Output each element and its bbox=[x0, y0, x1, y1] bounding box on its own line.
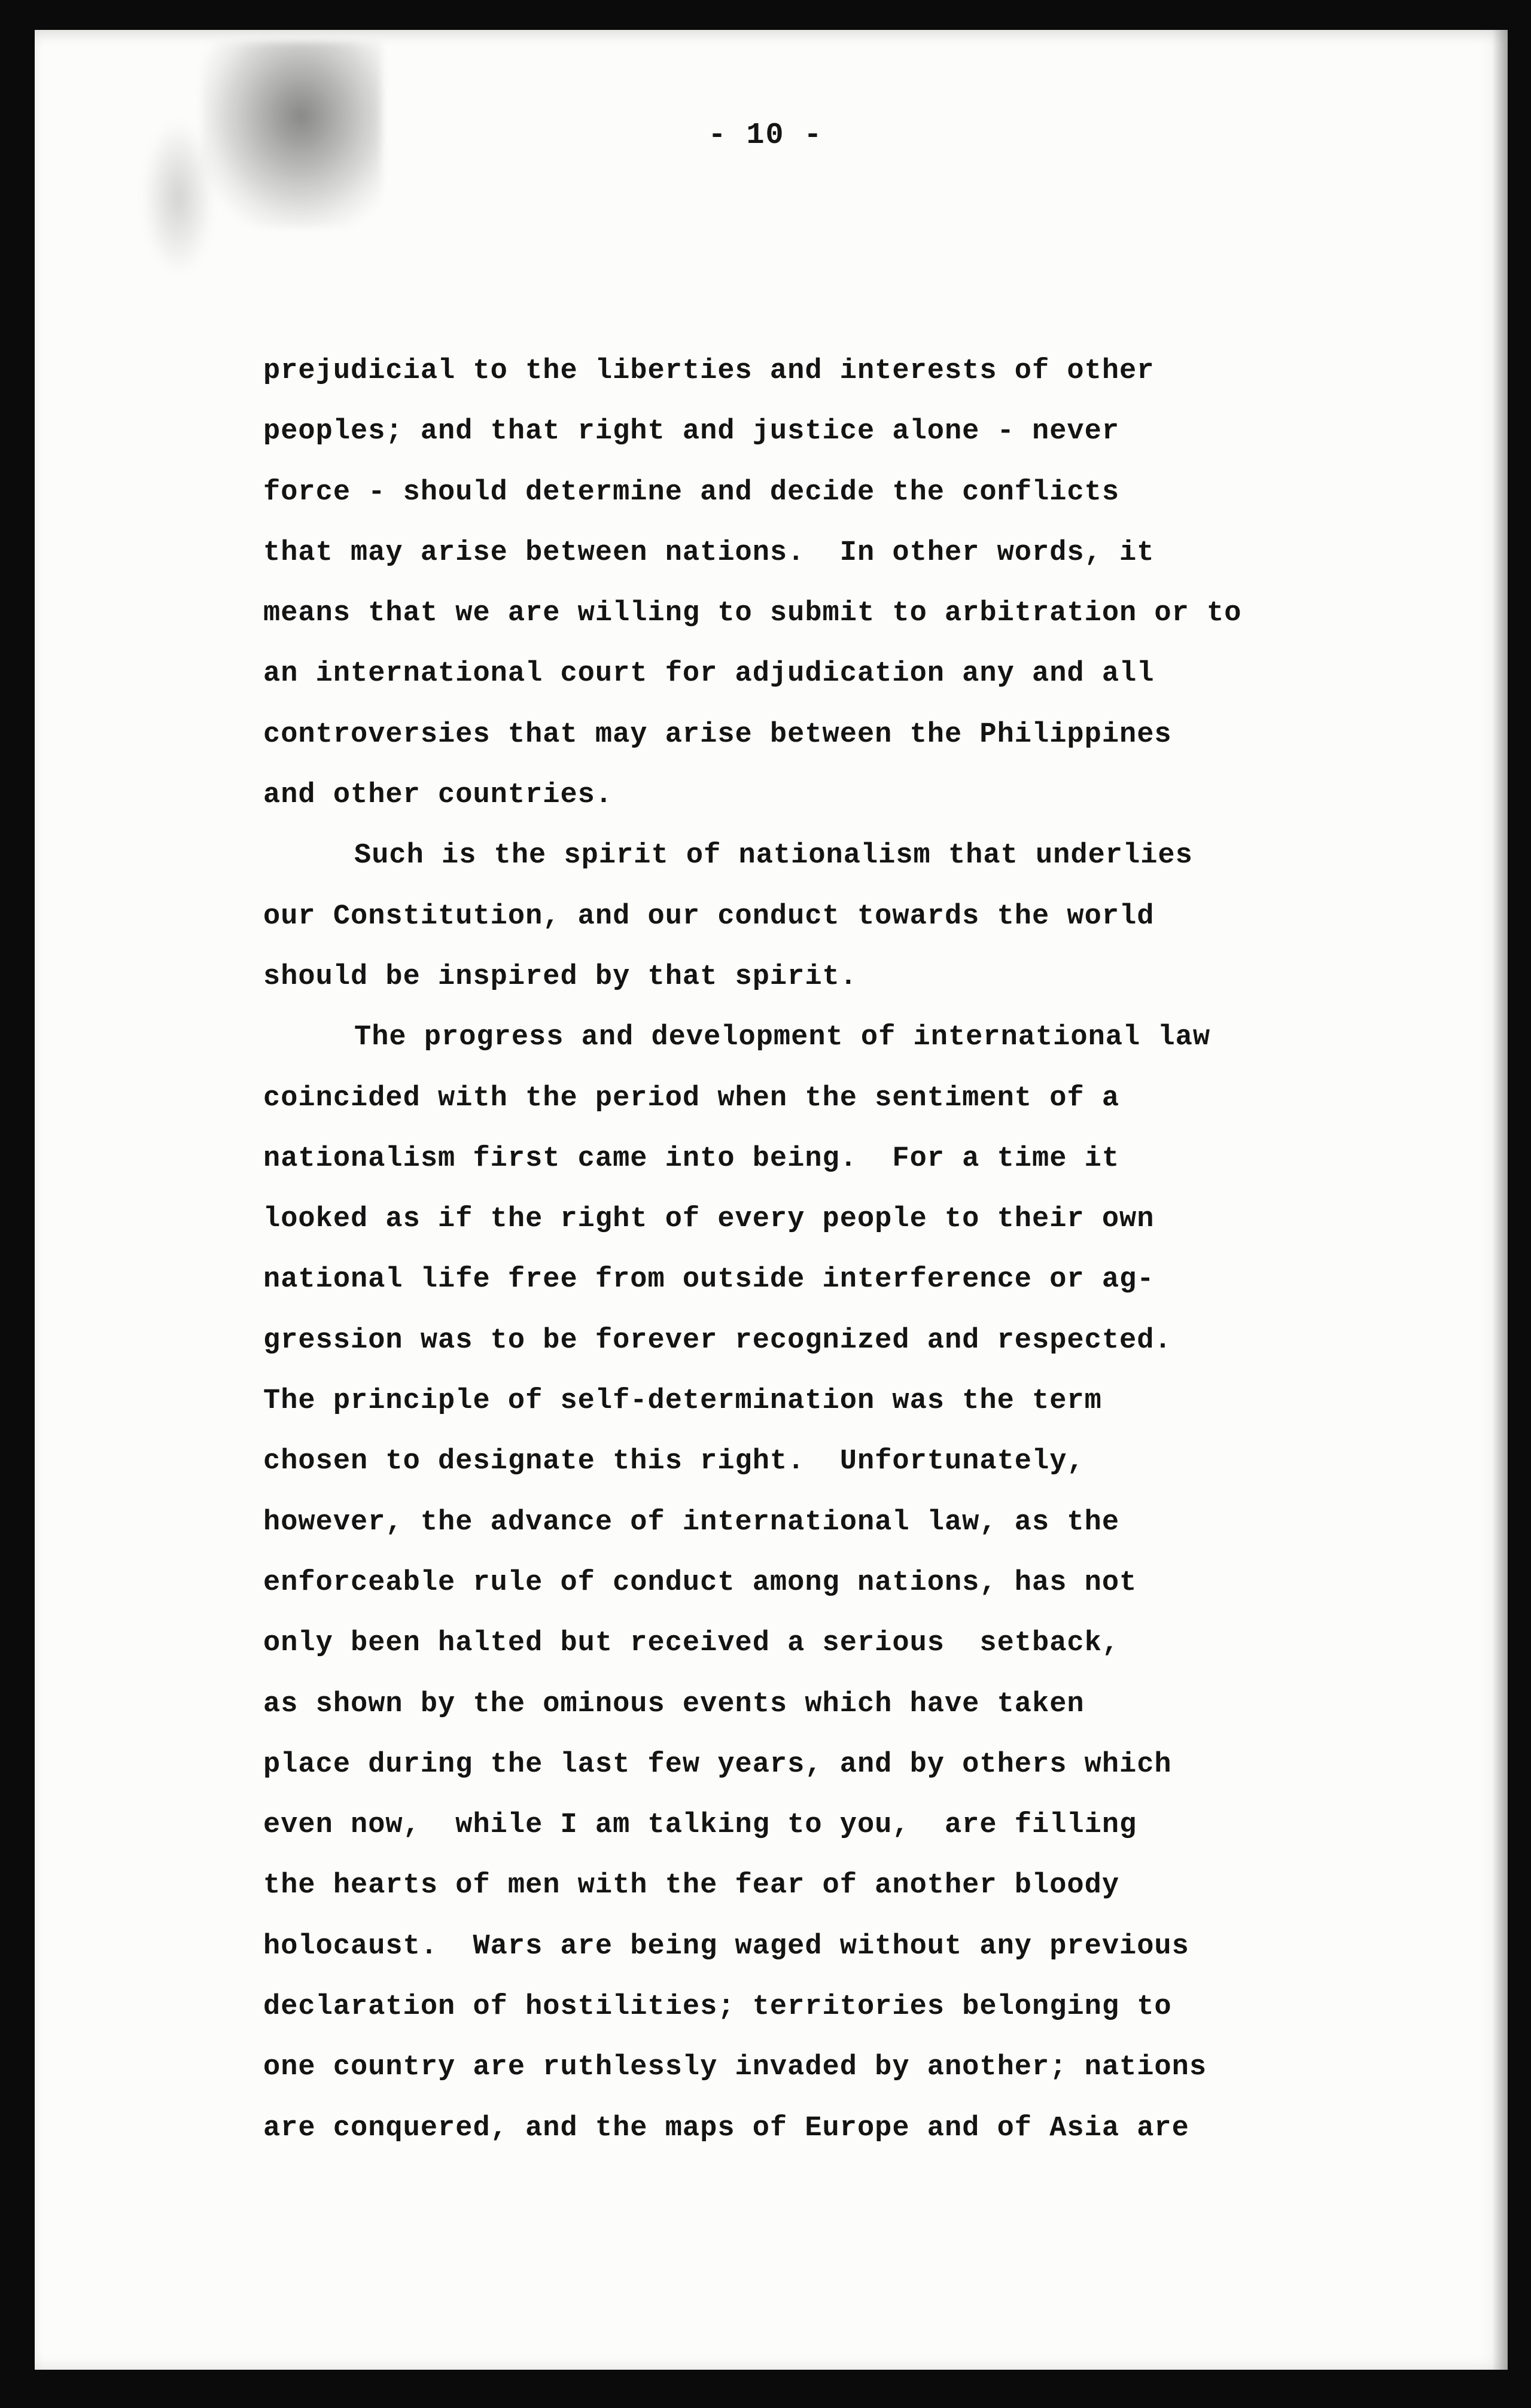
text-line: national life free from outside interference or ag- bbox=[263, 1264, 1155, 1296]
text-line: gression was to be forever recognized and respected. bbox=[263, 1324, 1172, 1357]
text-line: place during the last few years, and by others which bbox=[263, 1748, 1172, 1781]
body-text bbox=[263, 341, 1328, 2159]
text-line: coincided with the period when the sentiment of a bbox=[263, 1082, 1120, 1114]
page-edge-shadow bbox=[1492, 30, 1508, 2370]
text-line: peoples; and that right and justice alone - never bbox=[263, 416, 1120, 448]
text-line: that may arise between nations. In other words, it bbox=[263, 537, 1155, 569]
text-line: and other countries. bbox=[263, 779, 613, 812]
text-line: force - should determine and decide the conflicts bbox=[263, 476, 1120, 508]
text-line: The progress and development of international law bbox=[354, 1022, 1211, 1054]
text-line: chosen to designate this right. Unfortunately, bbox=[263, 1446, 1085, 1478]
text-line: however, the advance of international law, as the bbox=[263, 1506, 1120, 1538]
text-line: one country are ruthlessly invaded by another; nations bbox=[263, 2052, 1207, 2084]
text-line: controversies that may arise between the Philippines bbox=[263, 718, 1172, 751]
text-line: only been halted but received a serious setback, bbox=[263, 1627, 1120, 1660]
text-line: enforceable rule of conduct among nations, has not bbox=[263, 1566, 1137, 1599]
text-line: means that we are willing to submit to arbitration or to bbox=[263, 598, 1242, 630]
text-line: prejudicial to the liberties and interests of other bbox=[263, 355, 1155, 387]
page-number: - 10 - bbox=[708, 118, 823, 153]
text-line: are conquered, and the maps of Europe and of Asia are bbox=[263, 2112, 1189, 2144]
text-line: nationalism first came into being. For a time it bbox=[263, 1142, 1120, 1175]
text-line: even now, while I am talking to you, are filling bbox=[263, 1809, 1137, 1842]
text-line: as shown by the ominous events which have taken bbox=[263, 1688, 1085, 1720]
text-line: The principle of self-determination was the term bbox=[263, 1385, 1102, 1418]
text-line: looked as if the right of every people to their own bbox=[263, 1203, 1155, 1236]
text-line: declaration of hostilities; territories belonging to bbox=[263, 1991, 1172, 2023]
text-line: should be inspired by that spirit. bbox=[263, 961, 857, 993]
text-line: an international court for adjudication any and all bbox=[263, 658, 1155, 690]
text-line: Such is the spirit of nationalism that underlies bbox=[354, 840, 1193, 872]
text-line: the hearts of men with the fear of another bloody bbox=[263, 1870, 1120, 1902]
text-line: our Constitution, and our conduct towards the world bbox=[263, 900, 1155, 932]
text-line: holocaust. Wars are being waged without any previous bbox=[263, 1930, 1189, 1962]
